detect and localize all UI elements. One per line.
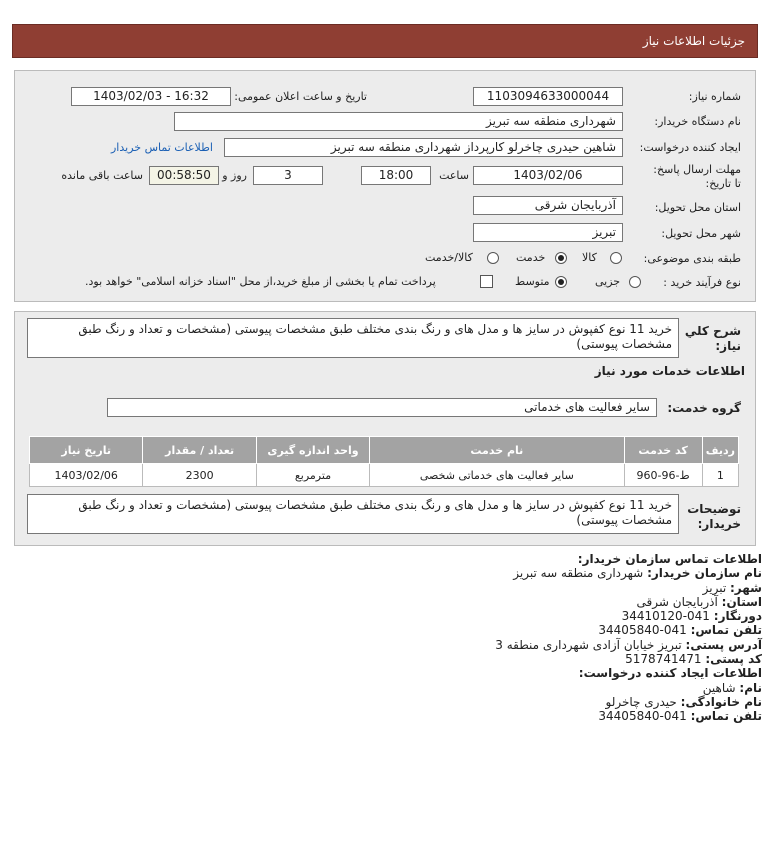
- summary-panel: [14, 311, 756, 546]
- treasury-payment-checkbox[interactable]: [480, 275, 493, 288]
- postal-label: کد پستی:: [705, 652, 762, 667]
- summary-label: شرح کلي نیاز:: [684, 324, 741, 353]
- creator-heading: اطلاعات ایجاد کننده درخواست:: [578, 666, 762, 681]
- cell-service-name: سایر فعالیت های خدماتی شخصی: [370, 464, 624, 487]
- category-radio-service[interactable]: [555, 252, 567, 264]
- table-row[interactable]: [30, 464, 739, 487]
- category-radio-goods-service[interactable]: [487, 252, 499, 264]
- category-option-service: خدمت: [516, 251, 546, 264]
- address-label: آدرس پستی:: [685, 637, 762, 652]
- announce-field[interactable]: 1403/02/03 - 16:32: [71, 87, 231, 106]
- phone-label: تلفن تماس:: [690, 623, 762, 638]
- deadline-label: مهلت ارسال پاسخ: تا تاریخ:: [653, 163, 741, 190]
- creator-label: ایجاد کننده درخواست:: [639, 141, 741, 154]
- fax-label: دورنگار:: [713, 609, 762, 624]
- name-value: شاهین: [702, 680, 736, 695]
- province-label: استان محل تحویل:: [654, 201, 741, 214]
- category-label: طبقه بندی موضوعی:: [643, 252, 741, 265]
- remaining-label: ساعت باقی مانده: [61, 169, 143, 182]
- cell-row-number: 1: [702, 464, 738, 487]
- process-option-medium: متوسط: [515, 275, 550, 288]
- contact-city-label: شهر:: [730, 580, 762, 595]
- name-label: نام:: [739, 680, 762, 695]
- buyer-contact-link[interactable]: اطلاعات تماس خریدار: [111, 141, 213, 154]
- process-option-minor: جزیی: [595, 275, 621, 288]
- table-header-row: [30, 437, 739, 464]
- buyer-field[interactable]: شهرداری منطقه سه تبریز: [174, 112, 623, 131]
- buyer-contact-info: [362, 552, 762, 724]
- address-value: تبریز خیابان آزادی شهرداری منطقه 3: [495, 637, 682, 652]
- services-table: [29, 436, 739, 487]
- page-title: جزئیات اطلاعات نیاز: [642, 34, 745, 48]
- announce-label: تاریخ و ساعت اعلان عمومی:: [234, 90, 367, 103]
- buyer-notes-label: توضیحات خریدار:: [687, 502, 741, 531]
- cell-quantity: 2300: [143, 464, 256, 487]
- category-option-goods: کالا: [582, 251, 597, 264]
- category-option-goods-service: کالا/خدمت: [425, 251, 473, 264]
- contact-city-value: تبریز: [702, 580, 727, 595]
- deadline-time-field[interactable]: 18:00: [361, 166, 431, 185]
- summary-text[interactable]: خرید 11 نوع کفپوش در سایز ها و مدل های و رنگ بندی مختلف طبق مشخصات پیوستی (مشخصات و تعداد و رنگ طبق مشخصات پیوستی): [27, 318, 679, 358]
- category-radio-goods[interactable]: [610, 252, 622, 264]
- phone2-label: تلفن تماس:: [690, 709, 762, 724]
- fax-value: 041-34410120: [621, 609, 710, 624]
- service-group-label: گروه خدمت:: [667, 401, 741, 415]
- time-label: ساعت: [439, 169, 469, 182]
- col-need-date: تاریخ نیاز: [30, 437, 143, 464]
- services-heading: اطلاعات خدمات مورد نیاز: [594, 364, 745, 378]
- postal-value: 5178741471: [625, 652, 702, 667]
- process-radio-medium[interactable]: [555, 276, 567, 288]
- creator-field[interactable]: شاهین حیدری چاخرلو کارپرداز شهرداری منطقه سه تبریز: [224, 138, 623, 157]
- buyer-notes-text[interactable]: خرید 11 نوع کفپوش در سایز ها و مدل های و رنگ بندی مختلف طبق مشخصات پیوستی (مشخصات و تعداد و رنگ طبق مشخصات پیوستی): [27, 494, 679, 534]
- deadline-date-field[interactable]: 1403/02/06: [473, 166, 623, 185]
- family-value: حیدری چاخرلو: [605, 694, 677, 709]
- family-label: نام خانوادگی:: [680, 694, 762, 709]
- cell-need-date: 1403/02/06: [30, 464, 143, 487]
- phone-value: 041-34405840: [598, 623, 687, 638]
- page-title-bar: [12, 24, 758, 58]
- need-number-label: شماره نیاز:: [688, 90, 741, 103]
- cell-unit: مترمربع: [256, 464, 369, 487]
- days-field[interactable]: 3: [253, 166, 323, 185]
- buyer-label: نام دستگاه خریدار:: [654, 115, 741, 128]
- city-label: شهر محل تحویل:: [661, 227, 741, 240]
- cell-service-code: ط-96-960: [624, 464, 702, 487]
- org-label: نام سازمان خریدار:: [647, 566, 762, 581]
- col-service-name: نام خدمت: [370, 437, 624, 464]
- contact-province-value: آذربایجان شرقی: [636, 594, 718, 609]
- days-label: روز و: [222, 169, 247, 182]
- province-field[interactable]: آذربایجان شرقی: [473, 196, 623, 215]
- city-field[interactable]: تبریز: [473, 223, 623, 242]
- process-radio-minor[interactable]: [629, 276, 641, 288]
- contact-heading: اطلاعات تماس سازمان خریدار:: [577, 552, 762, 566]
- remaining-time-field: 00:58:50: [149, 166, 219, 185]
- treasury-payment-note: پرداخت تمام یا بخشی از مبلغ خرید،از محل "اسناد خزانه اسلامی" خواهد بود.: [85, 275, 436, 288]
- need-number-field[interactable]: 1103094633000044: [473, 87, 623, 106]
- need-details-panel: [14, 70, 756, 302]
- org-value: شهرداری منطقه سه تبریز: [513, 566, 644, 581]
- contact-province-label: استان:: [721, 594, 762, 609]
- col-unit: واحد اندازه گیری: [256, 437, 369, 464]
- col-row-number: ردیف: [702, 437, 738, 464]
- service-group-field[interactable]: سایر فعالیت های خدماتی: [107, 398, 657, 417]
- col-service-code: کد خدمت: [624, 437, 702, 464]
- process-label: نوع فرآیند خرید :: [663, 276, 741, 289]
- col-quantity: تعداد / مقدار: [143, 437, 256, 464]
- phone2-value: 041-34405840: [598, 709, 687, 724]
